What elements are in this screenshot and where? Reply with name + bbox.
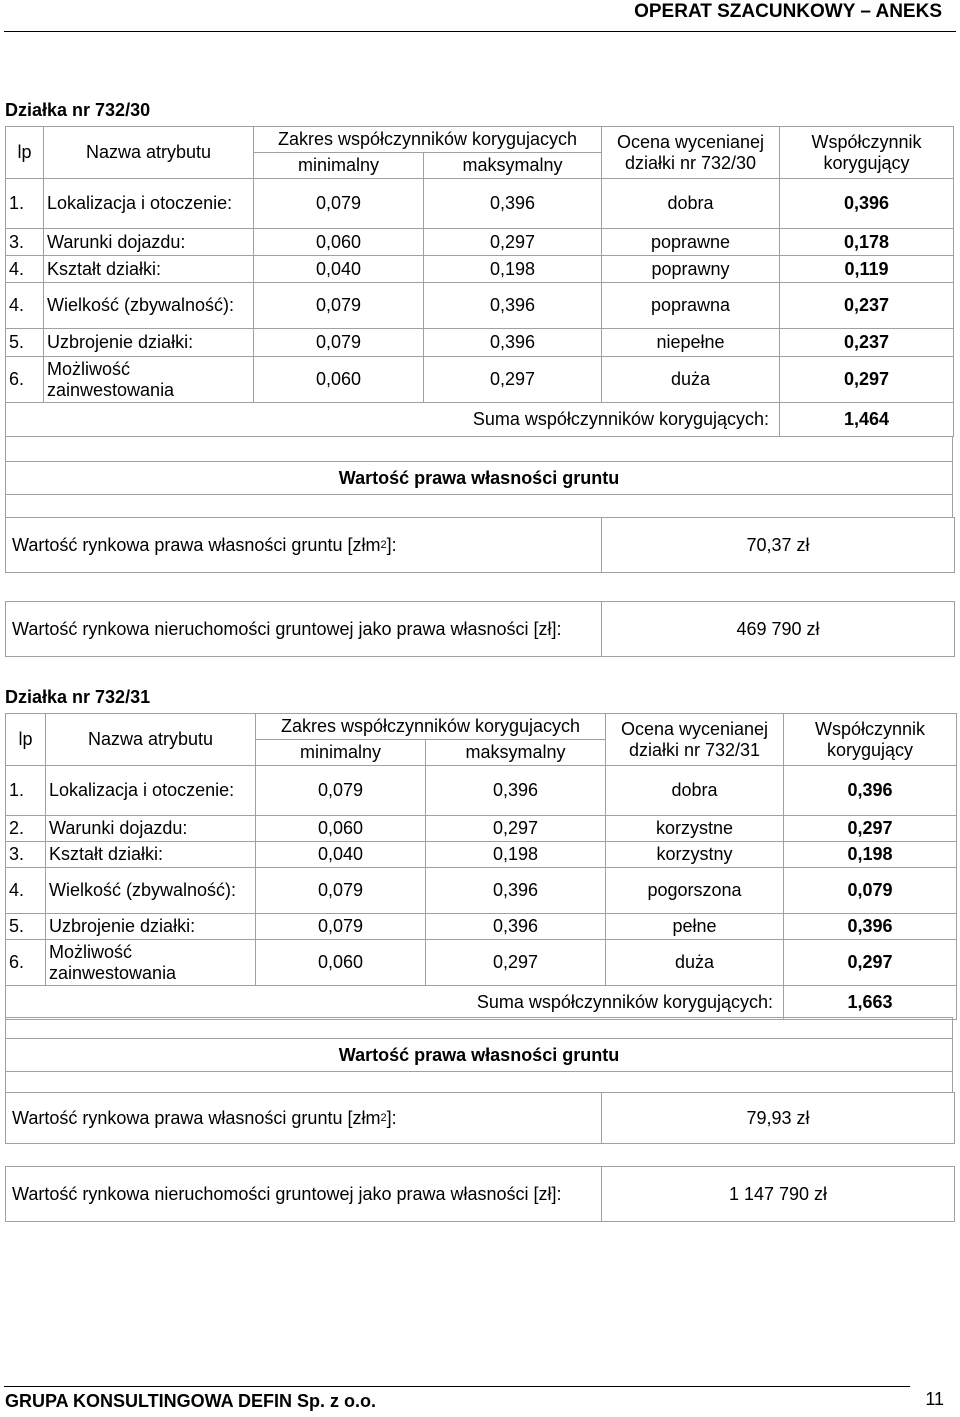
table-row xyxy=(6,868,957,914)
table-row xyxy=(6,766,957,816)
spacer-row xyxy=(5,436,953,462)
row-rating: poprawna xyxy=(602,283,780,329)
table-row xyxy=(6,816,957,842)
row-max: 0,297 xyxy=(424,229,602,256)
col-header-coef: Współczynnik korygujący xyxy=(784,714,957,766)
unit-value-label: Wartość rynkowa prawa własności gruntu [złm 2 ]: xyxy=(6,518,602,572)
col-header-max: maksymalny xyxy=(424,153,602,179)
sum-label: Suma współczynników korygujących: xyxy=(6,986,784,1020)
row-rating: korzystny xyxy=(606,842,784,868)
row-min: 0,079 xyxy=(254,283,424,329)
sum-row xyxy=(6,986,957,1020)
row-rating: dobra xyxy=(602,179,780,229)
row-max: 0,396 xyxy=(424,329,602,357)
row-coef: 0,079 xyxy=(784,868,957,914)
table-row xyxy=(6,256,954,283)
row-min: 0,079 xyxy=(256,766,426,816)
row-max: 0,396 xyxy=(426,914,606,940)
row-lp: 4. xyxy=(6,868,46,914)
spacer-row xyxy=(5,1017,953,1039)
table-row xyxy=(6,842,957,868)
row-coef: 0,178 xyxy=(780,229,954,256)
row-name: Warunki dojazdu: xyxy=(46,816,256,842)
band-title: Wartość prawa własności gruntu xyxy=(5,1038,953,1072)
total-value: 1 147 790 zł xyxy=(728,1183,828,1204)
col-header-min: minimalny xyxy=(254,153,424,179)
row-name: Lokalizacja i otoczenie: xyxy=(46,766,256,816)
row-min: 0,060 xyxy=(256,940,426,986)
col-header-name: Nazwa atrybutu xyxy=(44,127,254,179)
col-header-name: Nazwa atrybutu xyxy=(46,714,256,766)
col-header-lp: lp xyxy=(6,127,44,179)
row-max: 0,297 xyxy=(426,816,606,842)
row-name: Kształt działki: xyxy=(46,842,256,868)
table-row xyxy=(6,329,954,357)
row-lp: 5. xyxy=(6,329,44,357)
row-max: 0,198 xyxy=(424,256,602,283)
row-rating: duża xyxy=(606,940,784,986)
row-coef: 0,396 xyxy=(784,766,957,816)
row-name: Uzbrojenie działki: xyxy=(44,329,254,357)
sum-value: 1,663 xyxy=(784,986,957,1020)
col-header-coef: Współczynnik korygujący xyxy=(780,127,954,179)
row-coef: 0,297 xyxy=(784,816,957,842)
row-rating: niepełne xyxy=(602,329,780,357)
row-name: Uzbrojenie działki: xyxy=(46,914,256,940)
row-max: 0,396 xyxy=(426,766,606,816)
table-row xyxy=(6,940,957,986)
footer-rule xyxy=(4,1386,910,1387)
row-lp: 3. xyxy=(6,842,46,868)
row-rating: duża xyxy=(602,357,780,403)
row-lp: 1. xyxy=(6,179,44,229)
table-row xyxy=(6,357,954,403)
coefficient-table xyxy=(5,126,954,437)
section-title: Działka nr 732/31 xyxy=(5,687,151,707)
row-lp: 5. xyxy=(6,914,46,940)
unit-value-box xyxy=(5,1092,955,1144)
row-max: 0,198 xyxy=(426,842,606,868)
row-min: 0,060 xyxy=(254,357,424,403)
col-header-assessment: Ocena wycenianej działki nr 732/30 xyxy=(602,127,780,179)
unit-value: 79,93 zł xyxy=(746,1107,810,1128)
header-rule xyxy=(4,31,956,32)
row-min: 0,079 xyxy=(254,329,424,357)
total-value-label: Wartość rynkowa nieruchomości gruntowej jako prawa własności [zł]: xyxy=(6,602,602,656)
total-value-box xyxy=(5,1166,955,1222)
row-max: 0,297 xyxy=(424,357,602,403)
row-rating: pełne xyxy=(606,914,784,940)
unit-value: 70,37 zł xyxy=(746,534,810,555)
row-name: Wielkość (zbywalność): xyxy=(44,283,254,329)
row-coef: 0,297 xyxy=(784,940,957,986)
col-header-range: Zakres współczynników korygujacych xyxy=(254,127,602,153)
col-header-max: maksymalny xyxy=(426,740,606,766)
row-coef: 0,119 xyxy=(780,256,954,283)
row-coef: 0,198 xyxy=(784,842,957,868)
row-max: 0,396 xyxy=(424,283,602,329)
row-name: Możliwość zainwestowania xyxy=(44,357,254,403)
row-lp: 4. xyxy=(6,256,44,283)
table-row xyxy=(6,179,954,229)
unit-value-box xyxy=(5,517,955,573)
row-min: 0,040 xyxy=(254,256,424,283)
sum-label: Suma współczynników korygujących: xyxy=(6,403,780,437)
row-min: 0,079 xyxy=(256,868,426,914)
row-coef: 0,237 xyxy=(780,283,954,329)
row-min: 0,060 xyxy=(254,229,424,256)
row-coef: 0,396 xyxy=(780,179,954,229)
col-header-range: Zakres współczynników korygujacych xyxy=(256,714,606,740)
row-min: 0,079 xyxy=(254,179,424,229)
row-name: Możliwość zainwestowania xyxy=(46,940,256,986)
row-max: 0,396 xyxy=(426,868,606,914)
row-lp: 6. xyxy=(6,940,46,986)
row-max: 0,396 xyxy=(424,179,602,229)
page-header-title: OPERAT SZACUNKOWY – ANEKS xyxy=(634,1,942,22)
band-title: Wartość prawa własności gruntu xyxy=(5,461,953,495)
sum-value: 1,464 xyxy=(780,403,954,437)
row-rating: poprawne xyxy=(602,229,780,256)
row-rating: pogorszona xyxy=(606,868,784,914)
row-coef: 0,396 xyxy=(784,914,957,940)
row-min: 0,079 xyxy=(256,914,426,940)
row-name: Kształt działki: xyxy=(44,256,254,283)
row-coef: 0,237 xyxy=(780,329,954,357)
sum-row xyxy=(6,403,954,437)
row-min: 0,060 xyxy=(256,816,426,842)
row-lp: 2. xyxy=(6,816,46,842)
row-lp: 3. xyxy=(6,229,44,256)
total-value-box xyxy=(5,601,955,657)
unit-value-label: Wartość rynkowa prawa własności gruntu [złm 2 ]: xyxy=(6,1093,602,1143)
col-header-assessment: Ocena wycenianej działki nr 732/31 xyxy=(606,714,784,766)
col-header-lp: lp xyxy=(6,714,46,766)
table-row xyxy=(6,914,957,940)
row-name: Lokalizacja i otoczenie: xyxy=(44,179,254,229)
row-min: 0,040 xyxy=(256,842,426,868)
row-name: Warunki dojazdu: xyxy=(44,229,254,256)
page-number: 11 xyxy=(925,1389,944,1409)
coefficient-table xyxy=(5,713,957,1020)
row-name: Wielkość (zbywalność): xyxy=(46,868,256,914)
row-coef: 0,297 xyxy=(780,357,954,403)
col-header-min: minimalny xyxy=(256,740,426,766)
row-rating: korzystne xyxy=(606,816,784,842)
total-value-label: Wartość rynkowa nieruchomości gruntowej jako prawa własności [zł]: xyxy=(6,1167,602,1221)
footer-company: GRUPA KONSULTINGOWA DEFIN Sp. z o.o. xyxy=(5,1391,376,1411)
row-rating: poprawny xyxy=(602,256,780,283)
row-lp: 6. xyxy=(6,357,44,403)
spacer-row xyxy=(5,494,953,518)
total-value: 469 790 zł xyxy=(736,618,820,639)
table-row xyxy=(6,283,954,329)
row-lp: 1. xyxy=(6,766,46,816)
table-row xyxy=(6,229,954,256)
row-max: 0,297 xyxy=(426,940,606,986)
spacer-row xyxy=(5,1071,953,1093)
section-title: Działka nr 732/30 xyxy=(5,100,151,120)
row-rating: dobra xyxy=(606,766,784,816)
row-lp: 4. xyxy=(6,283,44,329)
